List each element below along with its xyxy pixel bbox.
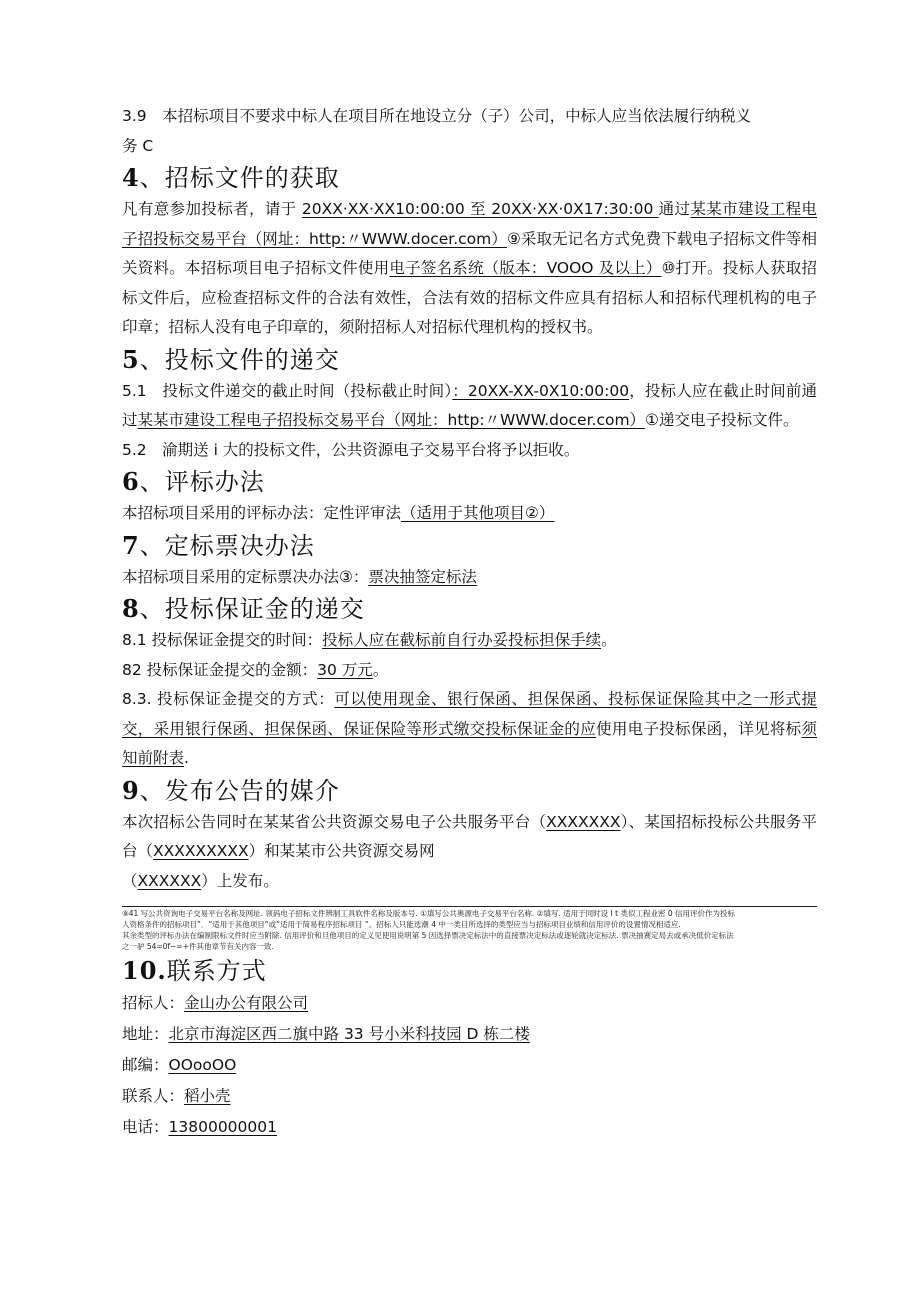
- footnote-line: 之一驴 54=0f~=+件其他章节有关内容一致.: [122, 942, 274, 951]
- deposit-amount: 30 万元: [317, 660, 373, 679]
- contact-phone: 电话：13800000001: [122, 1118, 277, 1136]
- contact-person: 联系人：稻小壳: [122, 1087, 231, 1105]
- award-method: 票决抽签定标法: [368, 567, 477, 586]
- section-8-heading: 8、投标保证金的递交: [122, 594, 365, 623]
- section-7-heading: 7、定标票决办法: [122, 530, 315, 560]
- section-9-paragraph-cont: （XXXXXX）上发布。: [122, 871, 279, 890]
- data-sheet-reference: 须知前附表: [122, 719, 817, 767]
- deposit-method: 可以使用现金、银行保函、担保保函、投标保证保险其中之一形式提交，采用银行保函、担保保函、保证保险等形式缴交投标保证金的应: [122, 690, 817, 738]
- paragraph-3-9: 3.9 本招标项目不要求中标人在项目所在地设立分（子）公司，中标人应当依法履行纳税义 务 C: [122, 107, 752, 155]
- footnote-line: ⑨41 写公共资询电子交易平台名称及网址. 领码电子招标文件辨制工具软件名称及版本号. ①填写公共奥源电子交易平台名称. ②填写. 适用于同时设 I t 类似工程业密 0 信用评价作为投标: [122, 909, 736, 918]
- registration-period: 20XX·XX·XX10:00:00 至 20XX·XX·0X17:30:00: [301, 200, 659, 218]
- section-10-heading: 10.联系方式: [122, 956, 267, 985]
- paragraph-5-2: 5.2 渝期送 i 大的投标文件，公共资源电子交易平台将予以拒收。: [122, 440, 580, 459]
- section-4-heading: 4、招标文件的获取: [122, 163, 340, 192]
- evaluation-scope: （适用于其他项目②）: [401, 504, 555, 522]
- footnotes: [122, 907, 817, 952]
- national-platform-url: XXXXXXXXX: [153, 842, 249, 860]
- submission-platform-link: 某某市建设工程电子招投标交易平台（网址：http:〃WWW.docer.com）: [137, 411, 646, 429]
- paragraph-5-1: 5.1 投标文件递交的截止时间（投标截止时间）：20XX-XX-0X10:00:00，投标人应在截止时间前通过某某市建设工程电子招投标交易平台（网址：http:〃WWW.docer.com）①递交电子投标文件。: [122, 381, 817, 429]
- contact-address: 地址：北京市海淀区西二旗中路 33 号小米科技园 D 栋二楼: [122, 1025, 530, 1043]
- section-9-paragraph: 本次招标公告同时在某某省公共资源交易电子公共服务平台（XXXXXXX）、某国招标投标公共服务平台（XXXXXXXXX）和某某市公共资源交易网: [122, 812, 817, 860]
- paragraph-8-3: 8.3. 投标保证金提交的方式：可以使用现金、银行保函、担保保函、投标保证保险其中之一形式提交，采用银行保函、担保保函、保证保险等形式缴交投标保证金的应使用电子投标保函，详见将标须知前附表.: [122, 690, 817, 767]
- paragraph-8-1: 8.1 投标保证金提交的时间：投标人应在截标前自行办妥投标担保手续。: [122, 631, 617, 649]
- paragraph-8-2: 82 投标保证金提交的金额：30 万元。: [122, 660, 389, 679]
- section-4-paragraph: 凡有意参加投标者，请于 20XX·XX·XX10:00:00 至 20XX·XX·0X17:30:00 通过某某市建设工程电子招投标交易平台（网址：http:〃WWW.docer.com）⑨采取无记名方式免费下载电子招标文件等相关资料。本招标项目电子招标文件使用电子签名系统（版本：VOOO 及以上）⑩打开。投标人获取招标文件后，应检查招标文件的合法有效性，合法有效的招标文件应具有招标人和招标代理机构的电子印章；招标人没有电子印章的，须附招标人对招标代理机构的授权书。: [122, 200, 817, 336]
- footnote-line: 人资格条件的招标项目”．“适用于其他项目”或“适用于简易程序招标项目 ”。招标人只能选潮 4 中一类目所选择的类型应当与招标项目业绩和信用评价的设置情况相适应.: [122, 920, 681, 929]
- document-body: [122, 102, 817, 1143]
- section-5-heading: 5、投标文件的递交: [122, 344, 340, 374]
- contact-postcode: 邮编：OOooOO: [122, 1056, 237, 1074]
- section-6-heading: 6、评标办法: [122, 467, 265, 496]
- section-6-paragraph: 本招标项目采用的评标办法：定性评审法（适用于其他项目②）: [122, 504, 555, 522]
- contact-info: [122, 988, 817, 1143]
- contact-tenderer: 招标人：金山办公有限公司: [122, 994, 309, 1012]
- deposit-time: 投标人应在截标前自行办妥投标担保手续: [322, 631, 602, 649]
- provincial-platform-url: XXXXXXX: [546, 812, 621, 831]
- trading-platform-link: 某某市建设工程电子招投标交易平台（网址：http:〃WWW.docer.com）: [122, 200, 817, 248]
- section-9-heading: 9、发布公告的媒介: [122, 775, 340, 805]
- section-7-paragraph: 本招标项目采用的定标票决办法③：票决抽签定标法: [122, 567, 477, 586]
- bid-deadline: ：20XX-XX-0X10:00:00: [452, 381, 630, 400]
- footnote-line: 其余类型的评标办法在编制限标文件时应当附除. 信用评价和旦他项目的定义见使用说明第 5 因选择票决定标法中的直接票决定标法或逐轮就决定标法. 票决抽赛定局去或承决低价定标法: [122, 931, 734, 940]
- signature-system: 电子签名系统（版本：VOOO 及以上）: [389, 259, 662, 277]
- city-platform-url: XXXXXX: [137, 871, 202, 890]
